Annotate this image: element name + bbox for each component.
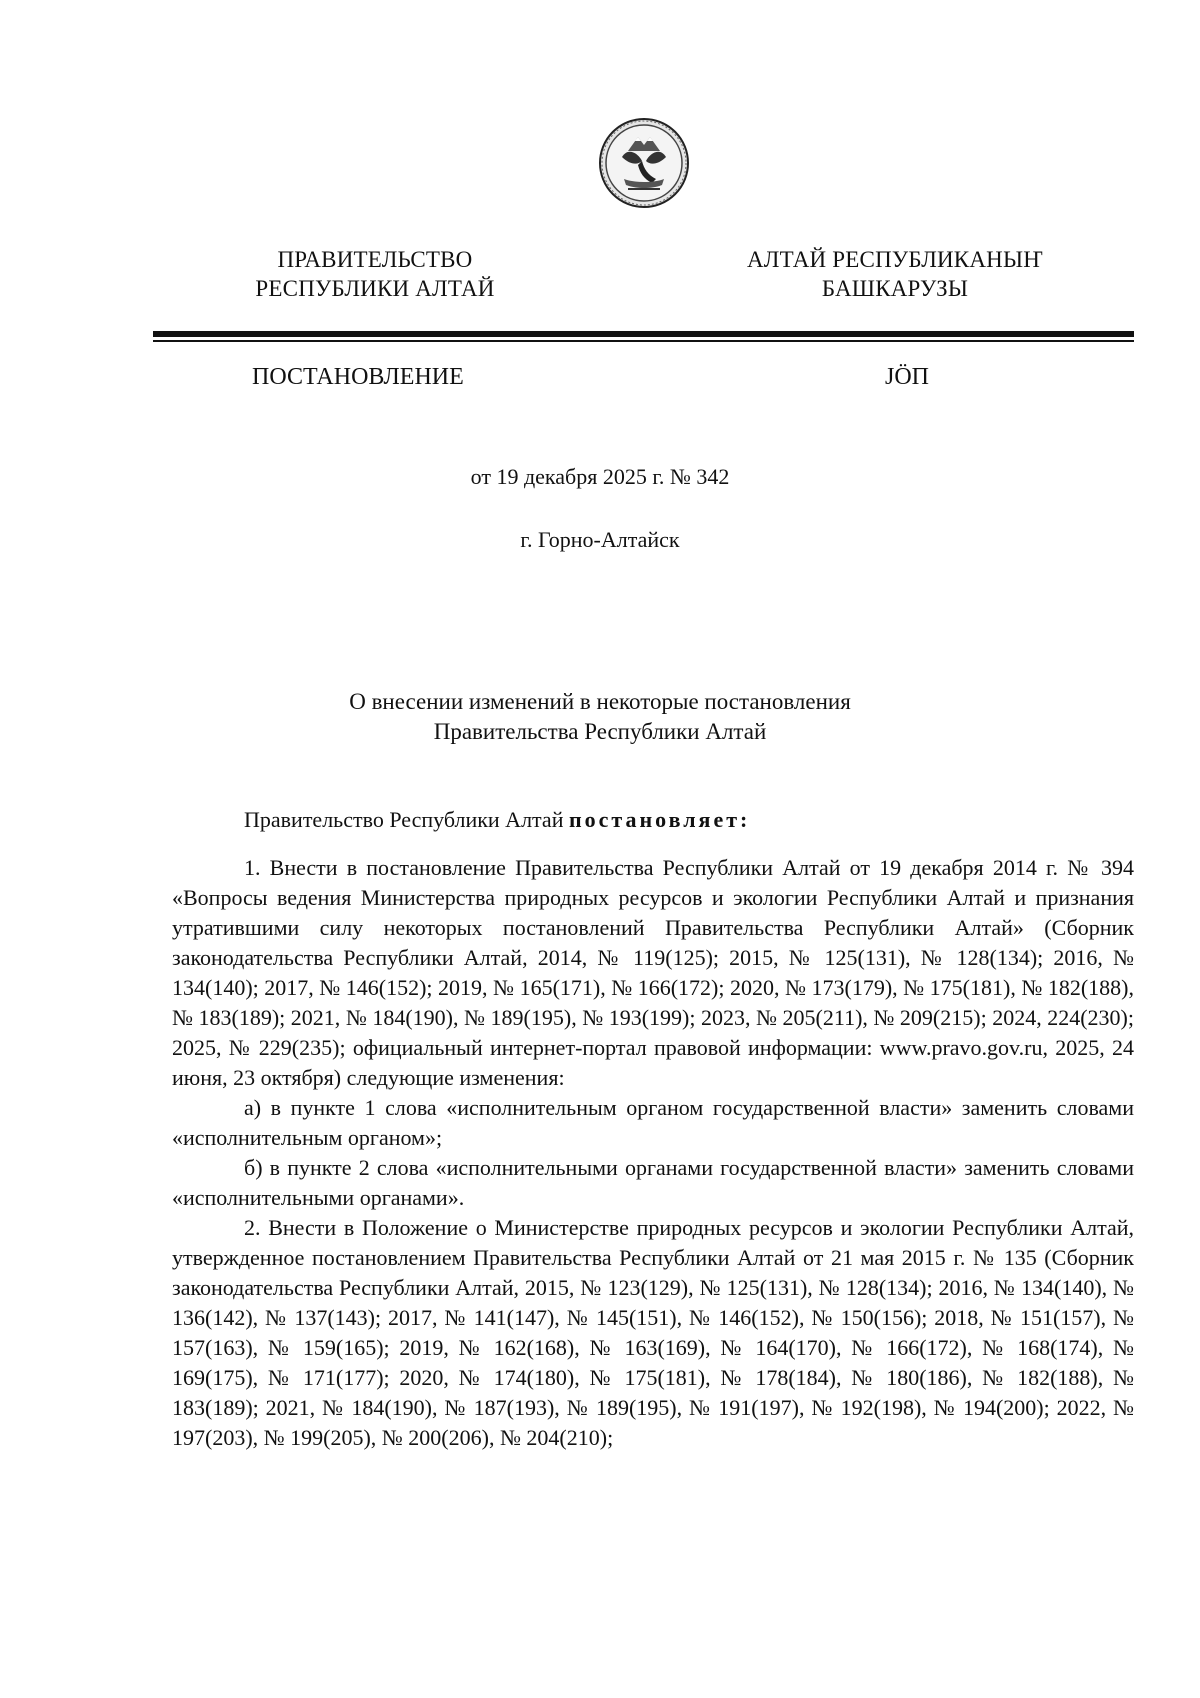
preamble-text: Правительство Республики Алтай [244, 807, 564, 832]
paragraph-1: 1. Внести в постановление Правительства Республики Алтай от 19 декабря 2014 г. № 394 «Вопросы ведения Министерства природных ресурсов и экологии Республики Алтай и признания утратившими силу некоторых постановлений Правительства Республики Алтай» (Сборник законодательства Республики Алтай, 2014, № 119(125); 2015, № 125(131), № 128(134); 2016, № 134(140); 2017, № 146(152); 2019, № 165(171), № 166(172); 2020, № 173(179), № 175(181), № 182(188), № 183(189); 2021, № 184(190), № 189(195), № 193(199); 2023, № 205(211), № 209(215); 2024, 224(230); 2025, № 229(235); официальный интернет-портал правовой информации: www.pravo.gov.ru, 2025, 24 июня, 23 октября) следующие изменения: [172, 855, 1134, 1090]
document-title [0, 687, 1200, 747]
paragraph-2: 2. Внести в Положение о Министерстве природных ресурсов и экологии Республики Алтай, утвержденное постановлением Правительства Республики Алтай от 21 мая 2015 г. № 135 (Сборник законодательства Республики Алтай, 2015, № 123(129), № 125(131), № 128(134); 2016, № 134(140), № 136(142), № 137(143); 2017, № 141(147), № 145(151), № 146(152), № 150(156); 2018, № 151(157), № 157(163), № 159(165); 2019, № 162(168), № 163(169), № 164(170), № 166(172), № 168(174), № 169(175), № 171(177); 2020, № 174(180), № 175(181), № 178(184), № 180(186), № 182(188), № 183(189); 2021, № 184(190), № 187(193), № 189(195), № 191(197), № 192(198), № 194(200); 2022, № 197(203), № 199(205), № 200(206), № 204(210); [172, 1215, 1134, 1450]
place-line: г. Горно-Алтайск [520, 527, 680, 552]
issuer-altai [740, 245, 1050, 303]
paragraph-1a: а) в пункте 1 слова «исполнительным органом государственной власти» заменить словами «исполнительным органом»; [172, 1095, 1134, 1150]
document-body [172, 805, 1134, 1453]
header-divider-thick [153, 331, 1134, 337]
issuer-russian [230, 245, 520, 303]
coat-of-arms-icon [598, 117, 690, 209]
title-line2: Правительства Республики Алтай [433, 719, 767, 744]
doc-type-altai: JӦП [885, 364, 930, 390]
issuer-altai-line2: БАШКАРУЗЫ [821, 276, 969, 301]
paragraph-1b: б) в пункте 2 слова «исполнительными органами государственной власти» заменить словами «исполнительными органами». [172, 1155, 1134, 1210]
doc-type-russian: ПОСТАНОВЛЕНИЕ [252, 364, 464, 390]
issuer-russian-line1: ПРАВИТЕЛЬСТВО [277, 247, 473, 272]
header-divider-thin [153, 340, 1134, 342]
preamble-emphasis: постановляет: [568, 807, 751, 832]
issuer-russian-line2: РЕСПУБЛИКИ АЛТАЙ [255, 276, 495, 301]
title-line1: О внесении изменений в некоторые постановления [349, 689, 851, 714]
preamble [172, 805, 1134, 835]
issuer-altai-line1: АЛТАЙ РЕСПУБЛИКАНЫҤ [747, 247, 1043, 272]
date-number-line: от 19 декабря 2025 г. № 342 [470, 464, 730, 489]
